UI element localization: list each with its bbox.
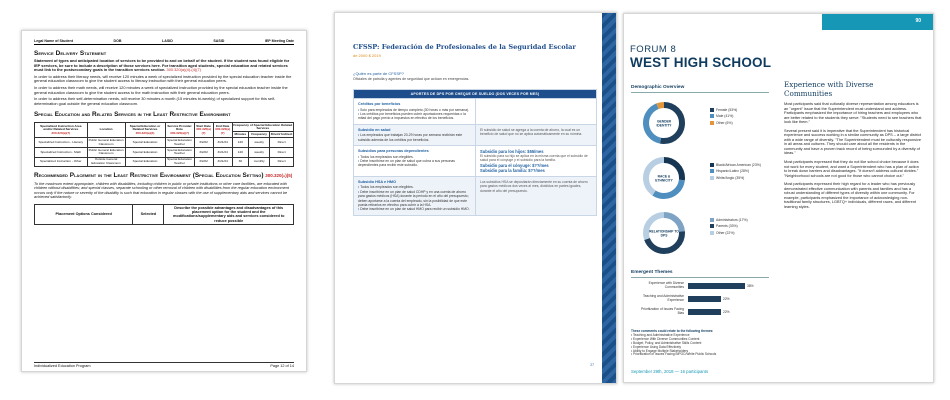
table-row [354,98,596,124]
question-heading: ¿Quién es parte de CFSSP? [353,71,404,76]
header-name: Legal Name of Student [34,39,73,43]
row-item: • Solo para empleados de tiempo completo (30 horas o más por semana). [358,108,471,112]
theme-bar [634,282,768,291]
col-location: Location [87,122,125,138]
list-item: • Ability to Engage Multiple Stakeholders [631,348,689,353]
list-item: • Experience Using Data Effectively [631,344,681,349]
legend-item: Hispanic/Latinx (28%) [716,169,749,174]
row-item: • Debe inscribirse en un plan de salud que cubra a sus personas dependientes para recibir este subsidio. [358,159,471,168]
service-delivery-intro [34,59,294,73]
top-color-band [624,14,933,30]
subsidy-family: Subsidio para la familia: $??/mes [480,167,545,173]
bar-label: Experience with Diverse Communities [648,281,684,289]
self-determination-paragraph: In order to address their self-determination needs, will receive 30 minutes a month (15 minutes bi-weekly) of specialized support for this self-determination goal outside the general education classroom. [34,96,276,106]
col-provider: Service Provider Role 300.320(a)(7) [165,122,194,138]
opt-col-selected: Selected [133,204,164,224]
row-item: • Debe inscribirse en un plan de salud HMO para recibir un subsidio HMO. [358,207,471,211]
table-row: Specialized Instruction - Other Outside General Education Classroom Special Education Special Education Teacher 3/2/22 3/21/24 30 monthly Direct [35,157,294,167]
header-iep-date: IEP Meeting Date [264,39,294,43]
row-note: El subsidio para su hijo se aplica en la misma cuenta que el subsidio de salud para el cónyuge y el subsidio para la familia. [480,154,588,163]
services-lre-title: Special Education and Related Services in the Least Restrictive Environment [34,111,231,119]
iep-document-page [21,30,307,372]
legend-item: Male (41%) [716,114,734,119]
donut-race [634,153,769,203]
benefits-brochure-page [334,12,617,384]
question-text: Oficiales de patrulla y agentes de seguridad que actúan en emergencias. [353,77,470,81]
donut-center-label: RACE & [657,174,671,179]
row-heading: Créditos por beneficios [358,102,401,106]
body-paragraph: Several present said it is imperative that the Superintendent has historical experience and success working in a similar community as DPS – a large district with a wide range of diversity. "The Superintendent must be culturally responsive in all areas and cultures. They should care about all the residents in the community and have a proven track record of being surrounded by a diversity of ideas." [784,128,921,156]
intro-bold: Statement of types and anticipated location of services to be provided to and on behalf of the student. If the student was found eligible for IEP services, be sure to include a description of those services here. For transition aged students, special education and related services must link to the postsecondary goals in the transition services section. [34,58,290,73]
header-dob: DOB [113,39,122,43]
header-lasid: LASID [162,39,173,43]
divider [631,92,769,93]
legend-item: Black/African American (23%) [716,163,761,167]
forum-label: FORUM 8 [630,44,677,55]
sub-frequency: Frequency [249,132,270,138]
section-heading: Experience with Diverse Communities [784,80,874,98]
donut-center-label: RELATIONSHIP TO [649,229,679,234]
body-paragraph: Most participants said that culturally diverse representation among educators is an "urgent" issue that the Superintendent must understand and address. Participants emphasized the importance of hiring teachers and employees who are better related to the students they serve: "Students need to see teachers that look like them." [784,102,922,125]
donut-center-label: DPS [660,233,668,238]
row-item: • Los créditos por beneficios pueden cubrir aportaciones requeridas o la mitad del pago previo a impuestos en efectivo de los beneficios. [358,112,471,121]
list-item: • Experience With Diverse Communities Content [631,336,700,341]
race-donut-chart [634,153,694,203]
col-end: End Date 300.320(a)(7) [213,122,232,138]
themes-list [631,330,769,357]
legend-item: Parents (33%) [716,224,738,229]
body-paragraph: Most participants expressed their high regard for a leader who has previously demonstrated effective communication with parents and families and has a robust understanding of different types of diversity within one community. For example, participants emphasized the importance of acknowledging non-traditional family structures, LGBTQ+ individuals, different races, and different learning styles. [784,182,916,209]
page-footer [34,362,294,368]
row-heading: Subsidio en salud [358,127,391,132]
emergent-themes-title: Emergent Themes [631,270,673,275]
legend-item: Female (53%) [716,108,738,112]
row-note: El subsidio de salud se agrega a la cuenta de ahorro, la cual es un beneficio de salud que no se aplica automáticamente en su nómina. [480,127,583,137]
col-start: Start Date 300.320(a)(7) [194,122,213,138]
col-frequency: Frequency of Special Education Related Services [233,122,293,131]
divider [631,277,769,278]
row-item: • Todos los empleados son elegibles. [358,185,471,189]
donut-center-label: GENDER [656,119,672,124]
donut-relationship [634,208,769,258]
bar-value: 38% [747,284,754,288]
student-header-row [34,39,294,45]
relationship-donut-chart [634,208,694,258]
sub-direct: Direct/ Indirect [270,132,293,137]
bar-fill [688,283,745,289]
col-related: Special Education or Related Services 300.320(a)(4) [125,122,165,138]
bar-fill [688,309,721,315]
row-item: • Debe inscribirse en un plan de salud CDHP y en una cuenta de ahorro para gastos médicos (HSA) durante la periodo en el año del presupuesto; deben aportarse a la cuenta del empleado, sin la posibilidad de que este pueda retirarlos en efectivo para cubrir a la HSA. [358,190,471,208]
col-area: Specialized Instruction Area and/or Related Services 300.320(a)(7) [35,122,88,138]
forum-report-page [623,13,934,383]
intro-cite: 300.320(a)(4)-(4)(7) [166,67,201,73]
section-body [784,102,922,213]
theme-bar [634,295,768,304]
body-paragraph: Most participants expressed that they do not like school choice because it does not work for every student, and want a Superintendent who has a plan of action to break down barriers and disadvantages. "It doesn't address cultural divides." "Neighborhood schools are not good for those who cannot choice out." [784,160,919,178]
theme-bar [634,308,768,317]
bar-value: 22% [723,297,730,301]
list-item: • Prioritization of Issues Facing BIPOC/White Public Schools [631,352,717,357]
sub-minutes: Minutes [232,132,248,138]
table-row: Specialized Instruction - Literacy Public General Education Classroom Special Education Special Education Teacher 3/2/22 3/21/24 120 weekly Direct [35,138,294,148]
subsidy-children: Subsidio para los hijos: $55/mes [480,149,544,155]
bar-value: 22% [723,310,730,314]
opt-col-options: Placement Options Considered [35,204,133,224]
contributions-table-header: APORTES DE DPS POR CHEQUE DE SUELDO (DOS VECES POR MES) [354,90,596,98]
bar-label: Teaching and Administrative Experience [642,294,684,302]
header-sasid: SASID [213,39,225,43]
math-paragraph: In order to address their math needs, will receive 120 minutes a week of specialized instruction provided by the special education teacher inside the general education classroom to give the student access to the math instruction with their general education peers. [34,84,288,95]
table-row: Specialized Instruction - Math Public General Education Classroom Special Education Special Education Teacher 3/2/22 3/21/24 120 weekly Direct [35,148,294,158]
row-heading: Subsidios para personas dependientes [358,149,429,154]
table-row [354,176,596,215]
row-item: • Todos los empleados son elegibles. [358,155,471,159]
gender-donut-chart [634,98,694,148]
service-delivery-title: Service Delivery Statement [34,50,107,57]
school-title: WEST HIGH SCHOOL [630,55,772,70]
table-row [354,145,596,176]
page-title: CFSSP: Federación de Profesionales de la Seguridad Escolar [353,43,576,51]
placement-options-table [34,204,294,225]
list-item: • Teaching and Administrative Experience [631,332,690,337]
demographic-title: Demographic Overview [631,85,685,90]
row-item: • Los empleados que trabajan 20-29 horas por semana recibirán este subsidio además de los créditos por beneficios. [358,133,471,142]
page-number: 90 [915,18,921,24]
literacy-paragraph: In order to address their literacy needs, will receive 120 minutes a week of specialized instruction provided by the special education teacher inside the general education classroom to give the student access to literacy instruction with their general education peers. [34,73,292,84]
row-note: Los subsidios HSA se depositarán directamente en su cuenta de ahorro para gastos médicos dos veces al mes, divididos en partes iguales, durante el año del presupuesto. [480,179,588,193]
subsidy-spouse: Subsidio para el cónyuge: $??/mes [480,162,549,168]
donut-center-label: IDENTITY [656,123,672,128]
footer-page: Page 12 of 14 [270,364,294,368]
placement-italic-text: To the maximum extent appropriate, children with disabilities, including children in public or private institutions or other care facilities, are educated with children without disabilities; and special classes, separate schooling or other removal of children with disabilities from the regular education environment occurs only if the nature or severity of the disability is such that education in regular classes with the use of supplementary aids and services cannot be achieved satisfactorily. [34,181,289,200]
legend-item: Other (6%) [716,120,733,125]
legend-item: Other (22%) [716,230,735,235]
opt-col-describe: Describe the possible advantages and disadvantages of this placement option for the student and the modifications/supplementary aids and services considered to reduce possible [164,204,294,224]
footer-left: Individualized Education Program [34,364,91,368]
contributions-table [353,89,597,216]
row-heading: Subsidio HSA e HMO [358,179,397,184]
page-number: 27 [590,363,594,367]
services-table [34,122,294,167]
list-item: • Budget, Policy, and Administrative Skills Content [631,340,702,345]
donut-center-label: ETHNICITY [655,178,673,183]
legend-item: Administrators (17%) [716,218,748,222]
page-subtitle: de 2000 $ 2019 [353,53,381,58]
table-row [354,124,596,145]
decorative-stripe-band [602,13,616,383]
placement-title: Recommended Placement in the Least Restrictive Environment (Special Education Setting) 300.320(a)(5) [34,172,293,180]
donut-gender [634,98,769,148]
forum-date: September 29th, 2018 — 16 participants [631,369,709,374]
list-heading: These comments could relate to the following themes: [631,329,714,333]
legend-item: White/Anglo (35%) [716,175,745,180]
bar-label: Prioritization of Issues Facing Bias [640,307,684,315]
bar-fill [688,296,721,302]
